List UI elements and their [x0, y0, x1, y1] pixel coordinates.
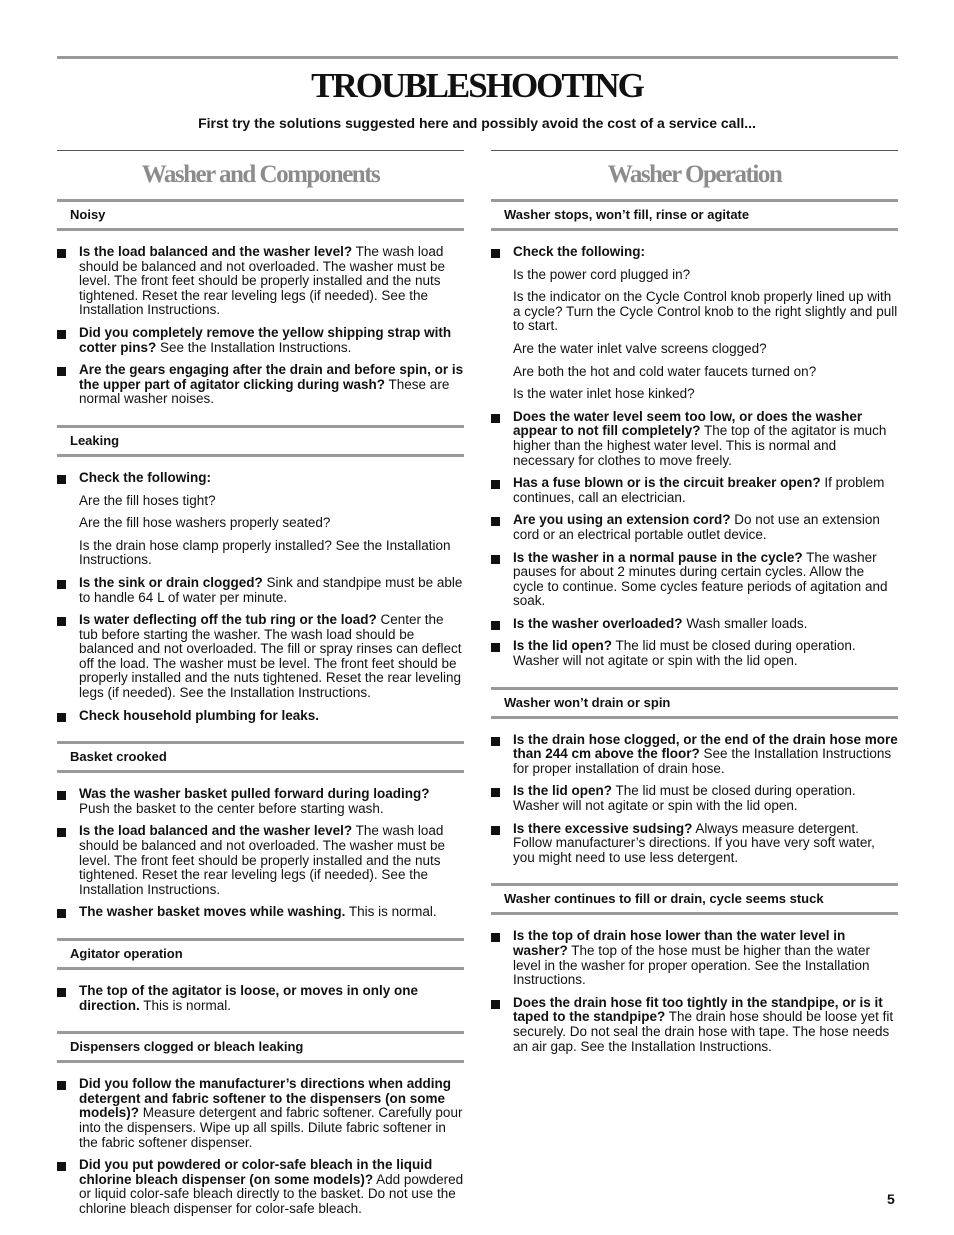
square-bullet-icon — [57, 791, 66, 800]
item-question: Is the load balanced and the washer level? — [79, 823, 353, 839]
square-bullet-icon — [491, 1000, 500, 1009]
bullet-item — [57, 471, 464, 486]
bullet-item — [491, 996, 898, 1054]
check-item: Are both the hot and cold water faucets turned on? — [513, 363, 817, 379]
bullet-item — [491, 733, 898, 777]
section-body — [57, 457, 464, 741]
item-question: Was the washer basket pulled forward during loading? — [79, 786, 430, 802]
item-answer: Push the basket to the center before starting wash. — [79, 800, 384, 816]
section-body — [491, 915, 898, 1072]
square-bullet-icon — [57, 713, 66, 722]
bullet-item — [57, 787, 464, 816]
item-question: Did you follow the manufacturer’s directions when adding detergent and fabric softener to the dispensers (on some models)? — [79, 1076, 452, 1121]
bullet-item — [491, 639, 898, 668]
item-question: Is the sink or drain clogged? — [79, 574, 263, 590]
page-title: TROUBLESHOOTING — [311, 66, 643, 105]
section-header: Agitator operation — [57, 938, 464, 970]
item-answer: This is normal. — [345, 904, 437, 920]
item-question: Is the drain hose clogged, or the end of the drain hose more than 244 cm above the floor? — [513, 731, 898, 762]
square-bullet-icon — [491, 788, 500, 797]
item-question: Does the water level seem too low, or does the washer appear to not fill completely? — [513, 408, 863, 439]
item-answer: See the Installation Instructions. — [156, 339, 352, 355]
section-header: Washer won’t drain or spin — [491, 687, 898, 719]
bullet-item — [57, 576, 464, 605]
square-bullet-icon — [491, 643, 500, 652]
bullet-item — [57, 984, 464, 1013]
check-item: Is the water inlet hose kinked? — [513, 386, 695, 402]
item-question: Does the drain hose fit too tightly in the standpipe, or is it taped to the standpipe? — [513, 994, 883, 1025]
section-body — [57, 1063, 464, 1234]
section-body — [57, 231, 464, 425]
bullet-item — [57, 824, 464, 897]
check-item: Is the indicator on the Cycle Control knob properly lined up with a cycle? Turn the Cycle Control knob to the right slightly and pull to start. — [513, 289, 898, 334]
item-answer: This is normal. — [139, 997, 232, 1013]
bullet-item — [491, 822, 898, 866]
square-bullet-icon — [57, 909, 66, 918]
square-bullet-icon — [491, 933, 500, 942]
item-question: Check the following: — [513, 244, 646, 259]
bullet-item — [491, 410, 898, 468]
item-question: Check household plumbing for leaks. — [79, 707, 320, 723]
item-answer: See the Installation Instructions for proper installation of drain hose. — [513, 746, 892, 776]
square-bullet-icon — [491, 621, 500, 630]
item-answer: The lid must be closed during operation. Washer will not agitate or spin with the lid open. — [513, 638, 856, 669]
bullet-item — [57, 326, 464, 355]
item-answer: Measure detergent and fabric softener. Carefully pour into the dispensers. Wipe up all spills. Dilute fabric softener in the fabric softener dispenser. — [79, 1105, 463, 1150]
item-answer: The wash load should be balanced and not overloaded. The washer must be level. The front feet should be properly installed and the nuts tightened. Reset the rear leveling legs (if needed). See the Installation Instructions. — [79, 244, 446, 318]
square-bullet-icon — [57, 828, 66, 837]
item-question: Is the washer in a normal pause in the cycle? — [513, 549, 803, 565]
section-header: Basket crooked — [57, 741, 464, 773]
square-bullet-icon — [57, 988, 66, 997]
square-bullet-icon — [57, 475, 66, 484]
item-answer: The drain hose should be loose yet fit securely. Do not seal the drain hose with tape. The hose needs an air gap. See the Installation Instructions. — [513, 1009, 894, 1054]
check-item: Are the fill hoses tight? — [79, 492, 216, 508]
section-header: Leaking — [57, 425, 464, 457]
square-bullet-icon — [491, 517, 500, 526]
item-question: Check the following: — [79, 469, 212, 485]
check-item: Are the fill hose washers properly seated? — [79, 515, 331, 531]
item-answer: Add powdered or liquid color-safe bleach directly to the basket. Do not use the chlorine bleach dispenser for color-safe bleach. — [79, 1171, 464, 1216]
square-bullet-icon — [491, 480, 500, 489]
item-question: Has a fuse blown or is the circuit breaker open? — [513, 475, 821, 491]
item-question: The washer basket moves while washing. — [79, 904, 346, 920]
bullet-item — [57, 1158, 464, 1216]
item-answer: The wash load should be balanced and not overloaded. The washer must be level. The front feet should be properly installed and the nuts tightened. Reset the rear leveling legs (if needed). See the Installation Instructions. — [79, 823, 446, 897]
item-answer: Center the tub before starting the washer. The wash load should be balanced and not overloaded. The fill or spray rinses can deflect off the load. The washer must be level. The front feet should be properly installed and the nuts tightened. Reset the rear leveling legs (if needed). See the Installation Instructions. — [79, 612, 462, 701]
left-column — [57, 150, 464, 1235]
item-question: Are the gears engaging after the drain and before spin, or is the upper part of agitator clicking during wash? — [79, 362, 464, 392]
section-body — [491, 719, 898, 884]
bullet-item — [491, 476, 898, 505]
right-column — [491, 150, 898, 1072]
square-bullet-icon — [491, 249, 500, 258]
item-answer: The top of the hose must be higher than the water level in the washer for proper operation. See the Installation Instructions. — [513, 943, 870, 988]
item-answer: Wash smaller loads. — [682, 615, 808, 631]
bullet-item — [57, 613, 464, 701]
bullet-item — [491, 245, 898, 260]
item-question: The top of the agitator is loose, or moves in only one direction. — [79, 983, 419, 1013]
check-item: Is the drain hose clamp properly installed? See the Installation Instructions. — [79, 537, 451, 568]
square-bullet-icon — [57, 330, 66, 339]
top-rule — [57, 56, 898, 59]
section-body — [491, 231, 898, 687]
item-question: Is the washer overloaded? — [513, 615, 683, 631]
section-header: Washer stops, won’t fill, rinse or agitate — [491, 199, 898, 231]
check-item: Are the water inlet valve screens clogged? — [513, 340, 767, 356]
item-question: Is the top of drain hose lower than the water level in washer? — [513, 928, 846, 958]
page-subtitle: First try the solutions suggested here and possibly avoid the cost of a service call... — [198, 115, 756, 131]
column-title: Washer and Components — [141, 161, 380, 188]
square-bullet-icon — [57, 1081, 66, 1090]
item-question: Did you put powdered or color-safe bleach in the liquid chlorine bleach dispenser (on some models)? — [79, 1157, 433, 1187]
item-question: Is the lid open? — [513, 638, 613, 654]
square-bullet-icon — [57, 1162, 66, 1171]
section-header: Noisy — [57, 199, 464, 231]
section-body — [57, 773, 464, 938]
square-bullet-icon — [57, 617, 66, 626]
bullet-item — [57, 709, 464, 724]
item-answer: Sink and standpipe must be able to handle 64 L of water per minute. — [79, 574, 463, 605]
section-body — [57, 970, 464, 1031]
item-answer: Do not use an extension cord or an electrical portable outlet device. — [513, 512, 880, 542]
check-item: Is the power cord plugged in? — [513, 266, 691, 282]
bullet-item — [57, 245, 464, 318]
bullet-item — [491, 784, 898, 813]
bullet-item — [57, 363, 464, 407]
item-question: Are you using an extension cord? — [513, 512, 731, 528]
item-question: Is the load balanced and the washer level? — [79, 244, 353, 259]
item-question: Is there excessive sudsing? — [513, 820, 693, 836]
item-answer: The top of the agitator is much higher than the highest water level. This is normal and necessary for clothes to move freely. — [513, 423, 887, 468]
item-answer: Always measure detergent. Follow manufacturer’s directions. If you have very soft water, you might need to use less detergent. — [513, 820, 875, 865]
page-number: 5 — [887, 1191, 895, 1207]
bullet-item — [491, 929, 898, 987]
item-answer: These are normal washer noises. — [79, 376, 450, 407]
square-bullet-icon — [491, 555, 500, 564]
item-question: Is the lid open? — [513, 783, 613, 799]
square-bullet-icon — [491, 826, 500, 835]
square-bullet-icon — [491, 737, 500, 746]
item-answer: If problem continues, call an electrician. — [513, 475, 885, 505]
item-question: Did you completely remove the yellow shipping strap with cotter pins? — [79, 324, 452, 355]
column-title: Washer Operation — [607, 161, 782, 188]
item-answer: The washer pauses for about 2 minutes during certain cycles. Allow the cycle to continue. Some cycles feature periods of agitation and soak. — [513, 549, 888, 609]
bullet-item — [491, 551, 898, 609]
item-question: Is water deflecting off the tub ring or the load? — [79, 612, 377, 628]
square-bullet-icon — [57, 580, 66, 589]
bullet-item — [491, 513, 898, 542]
square-bullet-icon — [57, 367, 66, 376]
bullet-item — [57, 1077, 464, 1150]
item-answer: The lid must be closed during operation. Washer will not agitate or spin with the lid open. — [513, 783, 856, 814]
bullet-item — [491, 617, 898, 632]
section-header: Dispensers clogged or bleach leaking — [57, 1031, 464, 1063]
square-bullet-icon — [491, 414, 500, 423]
square-bullet-icon — [57, 249, 66, 258]
section-header: Washer continues to fill or drain, cycle seems stuck — [491, 883, 898, 915]
bullet-item — [57, 905, 464, 920]
